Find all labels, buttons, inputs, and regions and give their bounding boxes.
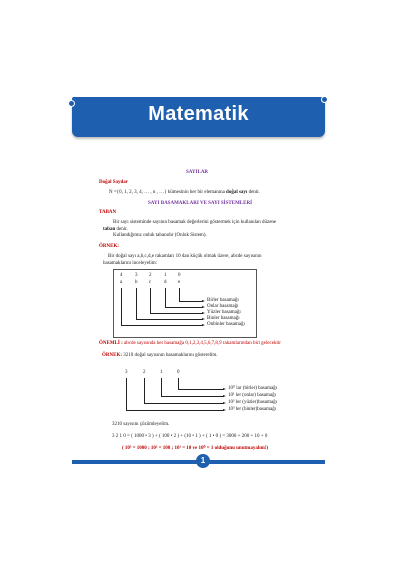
ornek1-line-1: Bir doğal sayı a,b,c,d,e rakamları 10 dan küçük olmak üzere, abcde sayısının <box>108 254 262 259</box>
d2-vline-1 <box>144 378 145 403</box>
page-number: 1 <box>196 454 210 468</box>
d1-hline-2 <box>150 313 203 314</box>
d1-vline-2 <box>150 288 151 313</box>
d1-digit-1: 3 <box>135 273 138 278</box>
taban-line-1: Bir sayı sisteminde sayının basamak değerlerini göstermek için kullanılan düzene <box>113 220 277 225</box>
d2-digit-3: 0 <box>177 370 180 375</box>
d1-label-1: Onlar basamağı <box>207 304 239 309</box>
taban-line-2: taban denir. <box>103 227 128 232</box>
d2-hline-3 <box>126 410 224 411</box>
page-title: Matematik <box>148 103 249 125</box>
ornek2-line: ÖRNEK: 3210 doğal sayısının basamaklarını gösterelim. <box>102 353 218 358</box>
d1-letter-2: c <box>149 280 152 285</box>
d2-vline-3 <box>178 378 179 389</box>
d1-hline-0 <box>179 301 203 302</box>
d2-digit-0: 3 <box>125 370 128 375</box>
d2-hline-2 <box>144 403 224 404</box>
d1-hline-3 <box>136 319 203 320</box>
natural-numbers-definition: N ={0, 1, 2, 3, 4, … , n , …} kümesinin her bir elemanına doğal sayı denir. <box>109 190 260 195</box>
d1-hline-4 <box>121 325 203 326</box>
d2-arrow-2 <box>223 402 226 404</box>
d1-letter-3: d <box>164 280 167 285</box>
banner-corner-dot-left <box>68 100 75 107</box>
d2-digit-2: 1 <box>160 370 163 375</box>
d1-digit-4: 0 <box>178 273 181 278</box>
formula-line: 3 2 1 0 = ( 1000 • 3 ) + ( 100 • 2 ) + (10 • 1 ) + ( 1 • 0 ) = 3000 + 200 + 10 + 0 <box>112 434 268 439</box>
d1-arrow-4 <box>202 324 205 326</box>
d1-letter-1: b <box>135 280 138 285</box>
taban-line-3: Kullandığımız onluk tabanıdır (Onluk Sistem). <box>113 233 207 238</box>
heading-taban: TABAN <box>99 210 117 215</box>
d1-vline-0 <box>121 288 122 325</box>
d2-hline-1 <box>161 396 224 397</box>
heading-ornek-1: ÖRNEK: <box>99 244 119 249</box>
d1-vline-3 <box>165 288 166 307</box>
powers-note: ( 10³ = 1000 ; 10² = 100 ; 10¹ = 10 ve 10⁰ = 1 olduğunu unutmayalım!) <box>122 446 269 451</box>
d2-label-3: 10³ ler (binler)basamağı <box>228 407 277 412</box>
d1-arrow-3 <box>202 318 205 320</box>
d2-arrow-3 <box>223 409 226 411</box>
d1-label-4: Onbinler basamağı <box>207 322 245 327</box>
d2-vline-0 <box>126 378 127 410</box>
d1-letter-4: e <box>178 280 181 285</box>
d1-digit-3: 1 <box>164 273 167 278</box>
d2-hline-0 <box>178 389 224 390</box>
section-title-sayilar: SAYILAR <box>186 170 209 175</box>
banner-corner-dot-right <box>321 96 328 103</box>
d2-label-0: 10⁰ lar (birler) basamağı <box>228 386 278 391</box>
d1-letter-0: a <box>120 280 123 285</box>
d1-hline-1 <box>165 307 203 308</box>
d1-label-2: Yüzler basamağı <box>207 310 241 315</box>
d2-arrow-0 <box>223 388 226 390</box>
d1-digit-2: 2 <box>149 273 152 278</box>
d1-label-0: Birler basamağı <box>207 298 239 303</box>
d2-label-1: 10¹ ler (onlar) basamağı <box>228 393 277 398</box>
d1-digit-0: 4 <box>120 273 123 278</box>
d2-vline-2 <box>161 378 162 396</box>
heading-dogal-sayilar: Doğal Sayılar <box>99 180 129 185</box>
d2-label-2: 10² ler (yüzler)basamağı <box>228 400 277 405</box>
d1-label-3: Binler basamağı <box>207 316 240 321</box>
d1-arrow-2 <box>202 312 205 314</box>
d1-arrow-0 <box>202 300 205 302</box>
d2-digit-1: 2 <box>143 370 146 375</box>
onemli-note: ÖNEMLİ : abcde sayısında her basamağa 0,1,2,3,4,5,6,7,8,9 rakamlarından biri gelecektir <box>99 341 281 346</box>
ornek1-line-2: basamaklarını inceleyelim: <box>103 261 158 266</box>
d1-arrow-1 <box>202 306 205 308</box>
d2-arrow-1 <box>223 395 226 397</box>
title-banner <box>72 97 325 137</box>
d1-vline-1 <box>136 288 137 319</box>
d1-vline-4 <box>179 288 180 301</box>
section-title-basamaklar: SAYI BASAMAKLARI VE SAYI SİSTEMLERİ <box>148 201 253 206</box>
cozum-line: 3210 sayısını çözümleyelim. <box>112 422 170 427</box>
